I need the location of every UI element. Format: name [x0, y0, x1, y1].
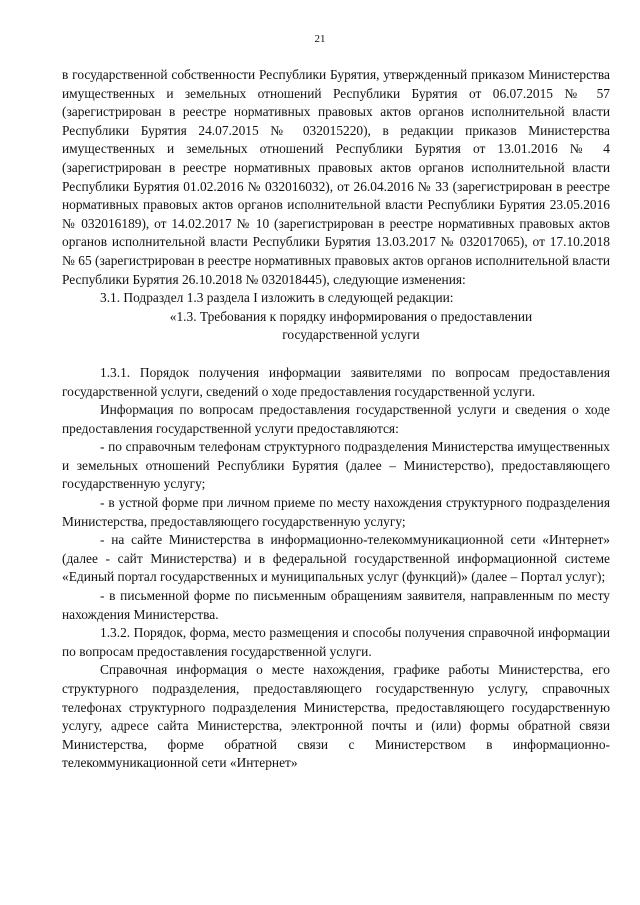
paragraph-1-3-2: 1.3.2. Порядок, форма, место размещения и способы получения справочной информации по вопросам предоставления государственной услуги. [62, 625, 610, 659]
paragraph-1-3-1: 1.3.1. Порядок получения информации заявителями по вопросам предоставления государственной услуги, сведений о ходе предоставления государственной услуги. [62, 364, 610, 399]
list-item-written: - в письменной форме по письменным обращениям заявителя, направленным по месту нахождения Министерства. [62, 588, 610, 622]
page-number: 21 [314, 33, 326, 45]
list-item-phone: - по справочным телефонам структурного подразделения Министерства имущественных и земельных отношений Республики Бурятия (далее – Министерство), предоставляющего государственную услугу; [62, 439, 610, 492]
paragraph-reference-info: Справочная информация о месте нахождения, графике работы Министерства, его структурного подразделения, предоставляющего государственную услугу, справочных телефонах структурного подразделения Министерства, предоставляющего государственную услугу, адресе сайта Министерства, электронной почты и (или) формы обратной связи Министерства, форме обратной связи с Министерством в информационно- телекоммуникационной сети «Интернет» [62, 662, 610, 771]
document-body [62, 66, 610, 773]
paragraph-amendment-intro: в государственной собственности Республики Бурятия, утвержденный приказом Министерства имущественных и земельных отношений Республики Бурятия от 06.07.2015 № 57 (зарегистрирован в реестре нормативных правовых актов органов исполнительной власти Республики Бурятия 24.07.2015 № 032015220), в редакции приказов Министерства имущественных и земельных отношений Республики Бурятия от 13.01.2016 № 4 (зарегистрирован в реестре нормативных правовых актов органов исполнительной власти Республики Бурятия 01.02.2016 № 032016032), от 26.04.2016 № 33 (зарегистрирован в реестре нормативных правовых актов органов исполнительной власти Республики Бурятия 23.05.2016 № 032016189), от 14.02.2017 № 10 (зарегистрирован в реестре нормативных правовых актов органов исполнительной власти Республики Бурятия 13.03.2017 № 032017065), от 17.10.2018 № 65 (зарегистрирован в реестре нормативных правовых актов органов исполнительной власти Республики Бурятия 26.10.2018 № 032018445), следующие изменения: [62, 67, 610, 287]
paragraph-item-3-1: 3.1. Подраздел 1.3 раздела I изложить в следующей редакции: [100, 290, 454, 306]
section-heading: «1.3. Требования к порядку информирования о предоставлении государственной услуги [169, 308, 533, 343]
list-item-oral: - в устной форме при личном приеме по месту нахождения структурного подразделения Министерства, предоставляющего государственную услугу; [62, 495, 610, 529]
list-item-website: - на сайте Министерства в информационно-телекоммуникационной сети «Интернет» (далее - сайт Министерства) и в федеральной государственной информационной системе «Единый портал государственных и муниципальных услуг (функций)» (далее – Портал услуг); [62, 532, 610, 585]
paragraph-info-provided: Информация по вопросам предоставления государственной услуги и сведения о ходе предоставления государственной услуги предоставляются: [62, 402, 610, 436]
